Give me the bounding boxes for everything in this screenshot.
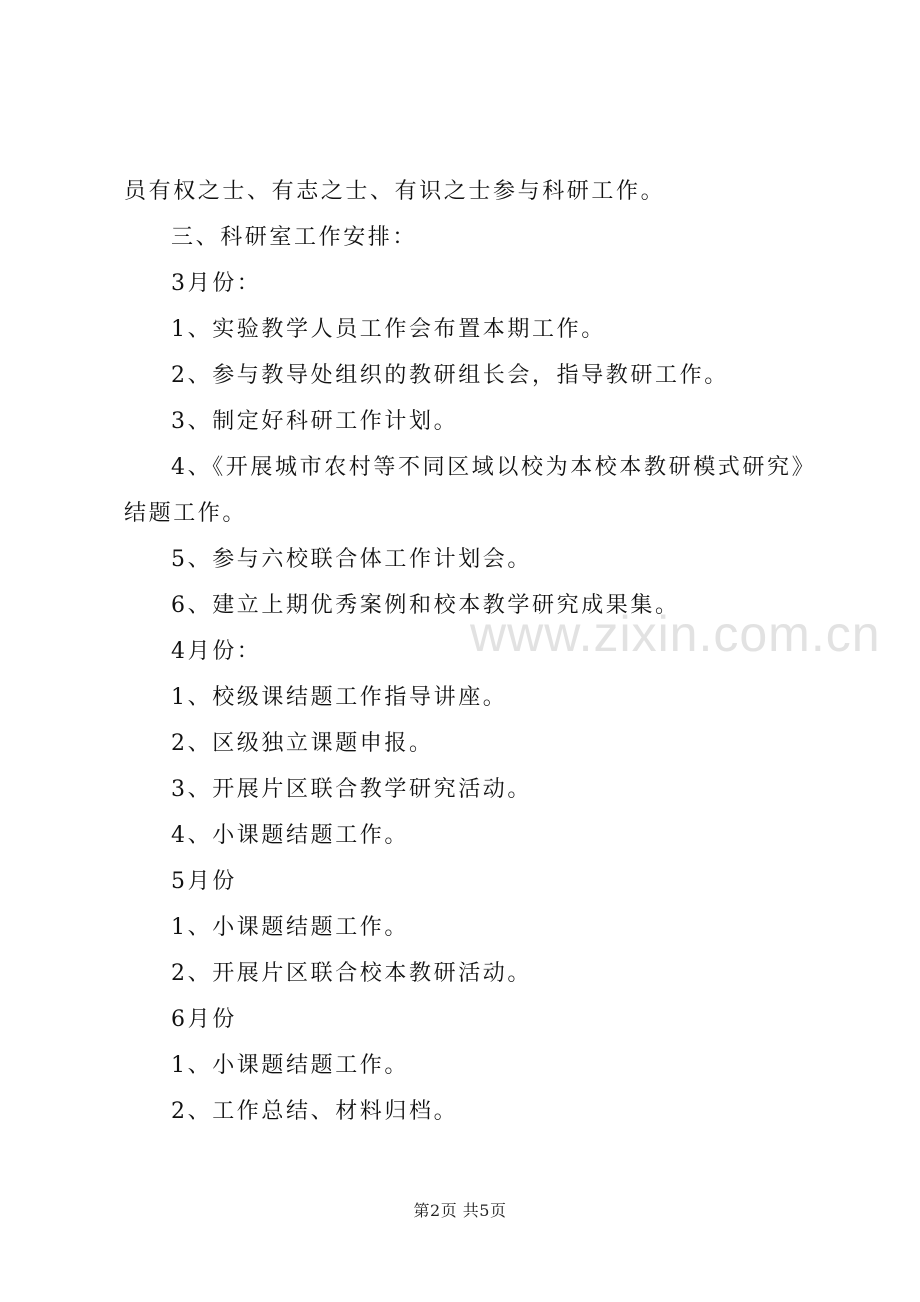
list-item: 2、开展片区联合校本教研活动。 xyxy=(171,961,532,986)
month-heading-april: 4月份： xyxy=(171,639,262,664)
page-footer: 第2页 共5页 xyxy=(413,1201,507,1220)
watermark: www.zixin.com.cn xyxy=(470,606,881,662)
list-item: 1、小课题结题工作。 xyxy=(171,915,409,940)
list-item-continuation: 结题工作。 xyxy=(124,501,248,526)
list-item: 4、小课题结题工作。 xyxy=(171,823,409,848)
list-item: 2、参与教导处组织的教研组长会，指导教研工作。 xyxy=(171,363,729,388)
list-item: 5、参与六校联合体工作计划会。 xyxy=(171,547,532,572)
section-heading: 三、科研室工作安排： xyxy=(171,225,418,250)
list-item: 1、小课题结题工作。 xyxy=(171,1053,409,1078)
month-heading-may: 5月份 xyxy=(171,869,237,894)
list-item: 2、区级独立课题申报。 xyxy=(171,731,434,756)
month-heading-march: 3月份： xyxy=(171,271,262,296)
list-item: 1、校级课结题工作指导讲座。 xyxy=(171,685,508,710)
list-item: 3、开展片区联合教学研究活动。 xyxy=(171,777,532,802)
list-item: 2、工作总结、材料归档。 xyxy=(171,1099,459,1124)
list-item: 3、制定好科研工作计划。 xyxy=(171,409,459,434)
list-item: 6、建立上期优秀案例和校本教学研究成果集。 xyxy=(171,593,680,618)
text-line-continuation: 员有权之士、有志之士、有识之士参与科研工作。 xyxy=(124,179,666,204)
month-heading-june: 6月份 xyxy=(171,1007,237,1032)
list-item: 4、《开展城市农村等不同区域以校为本校本教研模式研究》 xyxy=(171,455,817,480)
list-item: 1、实验教学人员工作会布置本期工作。 xyxy=(171,317,606,342)
